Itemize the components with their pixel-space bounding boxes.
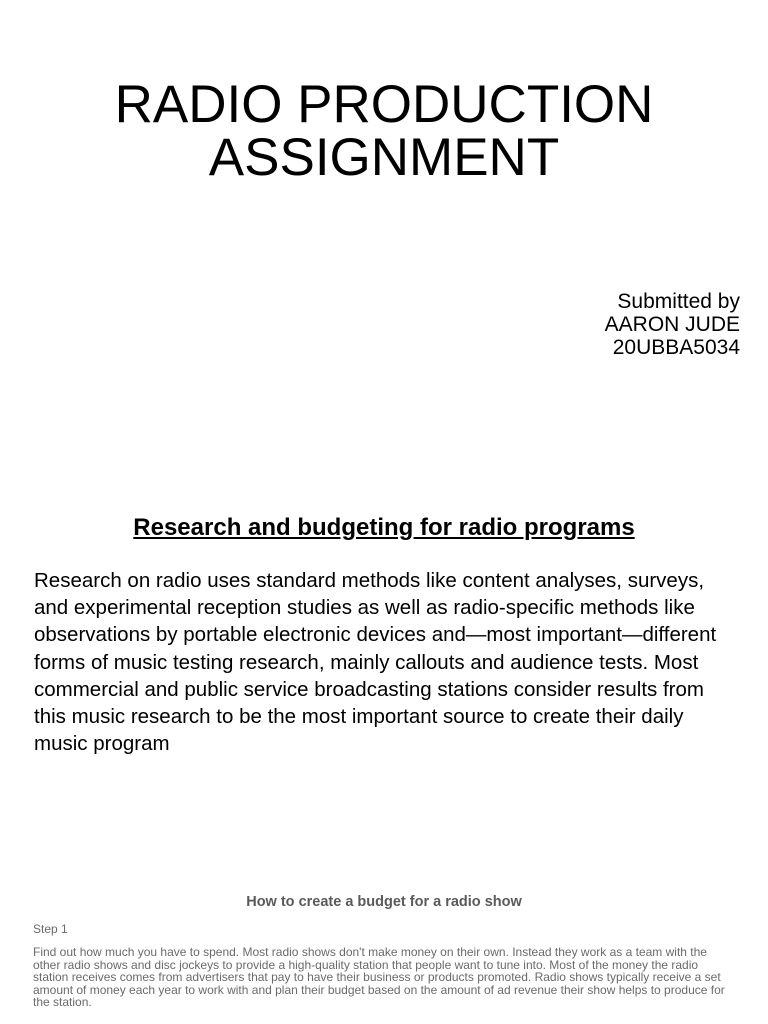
student-id: 20UBBA5034 <box>612 336 740 359</box>
step-label: Step 1 <box>33 922 68 936</box>
step-text: Find out how much you have to spend. Most radio shows don't make money on their own. Instead they work as a team with the other radio shows and disc jockeys to provide a high-quality station that people want to tune into. Most of the money the radio station receives comes from advertisers that pay to have their business or products promoted. Radio shows typically receive a set amount of money each year to work with and plan their budget based on the amount of ad revenue their show helps to produce for the station. <box>33 945 725 1010</box>
title-line-1: RADIO PRODUCTION <box>114 75 654 134</box>
submission-info <box>605 290 740 359</box>
title-line-2: ASSIGNMENT <box>208 128 560 187</box>
section-heading: Research and budgeting for radio programs <box>133 514 635 541</box>
research-paragraph: Research on radio uses standard methods like content analyses, surveys, and experimental reception studies as well as radio-specific methods like observations by portable electronic devices and—most important—different forms of music testing research, mainly callouts and audience tests. Most commercial and public service broadcasting stations consider results from this music research to be the most important source to create their daily music program <box>34 569 717 756</box>
budget-heading: How to create a budget for a radio show <box>246 894 522 910</box>
author-name: AARON JUDE <box>604 313 740 336</box>
submitted-by-label: Submitted by <box>617 290 740 313</box>
